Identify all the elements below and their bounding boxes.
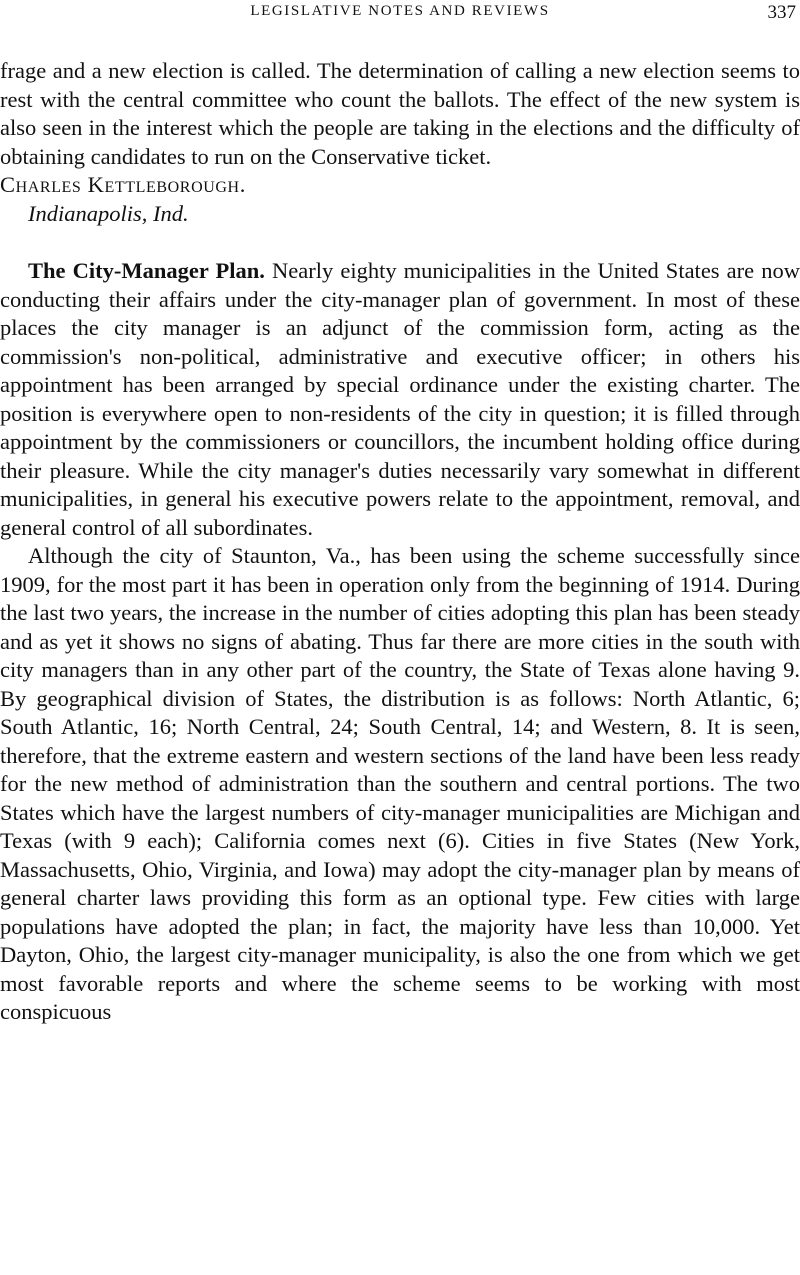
continued-paragraph: frage and a new election is called. The determination of calling a new election seems to rest with the central committee who count the ballots. The effect of the new system is also seen in the interest which the people are taking in the elections and the difficulty of obtaining candidates to run on the Conservative ticket. [0, 58, 800, 169]
city-manager-paragraph-1 [0, 257, 800, 542]
running-header [0, 2, 800, 24]
running-header-title: LEGISLATIVE NOTES AND REVIEWS [250, 3, 550, 19]
city-manager-paragraph-2: Although the city of Staunton, Va., has been using the scheme successfully since 1909, for the most part it has been in operation only from the beginning of 1914. During the last two years, the increase in the number of cities adopting this plan has been steady and as yet it shows no signs of abating. Thus far there are more cities in the south with city managers than in any other part of the country, the State of Texas alone having 9. By geographical division of States, the distribution is as follows: North Atlantic, 6; South Atlantic, 16; North Central, 24; South Central, 14; and Western, 8. It is seen, therefore, that the extreme eastern and western sections of the land have been less ready for the new method of administration than the southern and central portions. The two States which have the largest numbers of city-manager municipalities are Michigan and Texas (with 9 each); California comes next (6). Cities in five States (New York, Massachusetts, Ohio, Virginia, and Iowa) may adopt the city-manager plan by means of general charter laws providing this form as an optional type. Few cities with large populations have adopted the plan; in fact, the majority have less than 10,000. Yet Dayton, Ohio, the largest city-manager municipality, is also the one from which we get most favorable reports and where the scheme seems to be working with most conspicuous [0, 543, 800, 1024]
author-signature: Charles Kettleborough. [0, 172, 246, 197]
page-number: 337 [767, 2, 796, 23]
section-heading: The City-Manager Plan. [28, 258, 265, 283]
article-body [0, 57, 800, 1027]
section-divider-space [0, 228, 800, 257]
author-location: Indianapolis, Ind. [28, 200, 189, 226]
city-manager-paragraph-1-text: Nearly eighty municipalities in the United States are now conducting their affairs under the city-manager plan of government. In most of these places the city manager is an adjunct of the commission form, acting as the commission's non-political, administrative and executive officer; in others his appointment has been arranged by special ordinance under the existing charter. The position is everywhere open to non-residents of the city in question; it is filled through appointment by the commissioners or councillors, the incumbent holding office during their pleasure. While the city manager's duties necessarily vary somewhat in different municipalities, in general his executive powers relate to the appointment, removal, and general control of all subordinates. [0, 258, 800, 540]
